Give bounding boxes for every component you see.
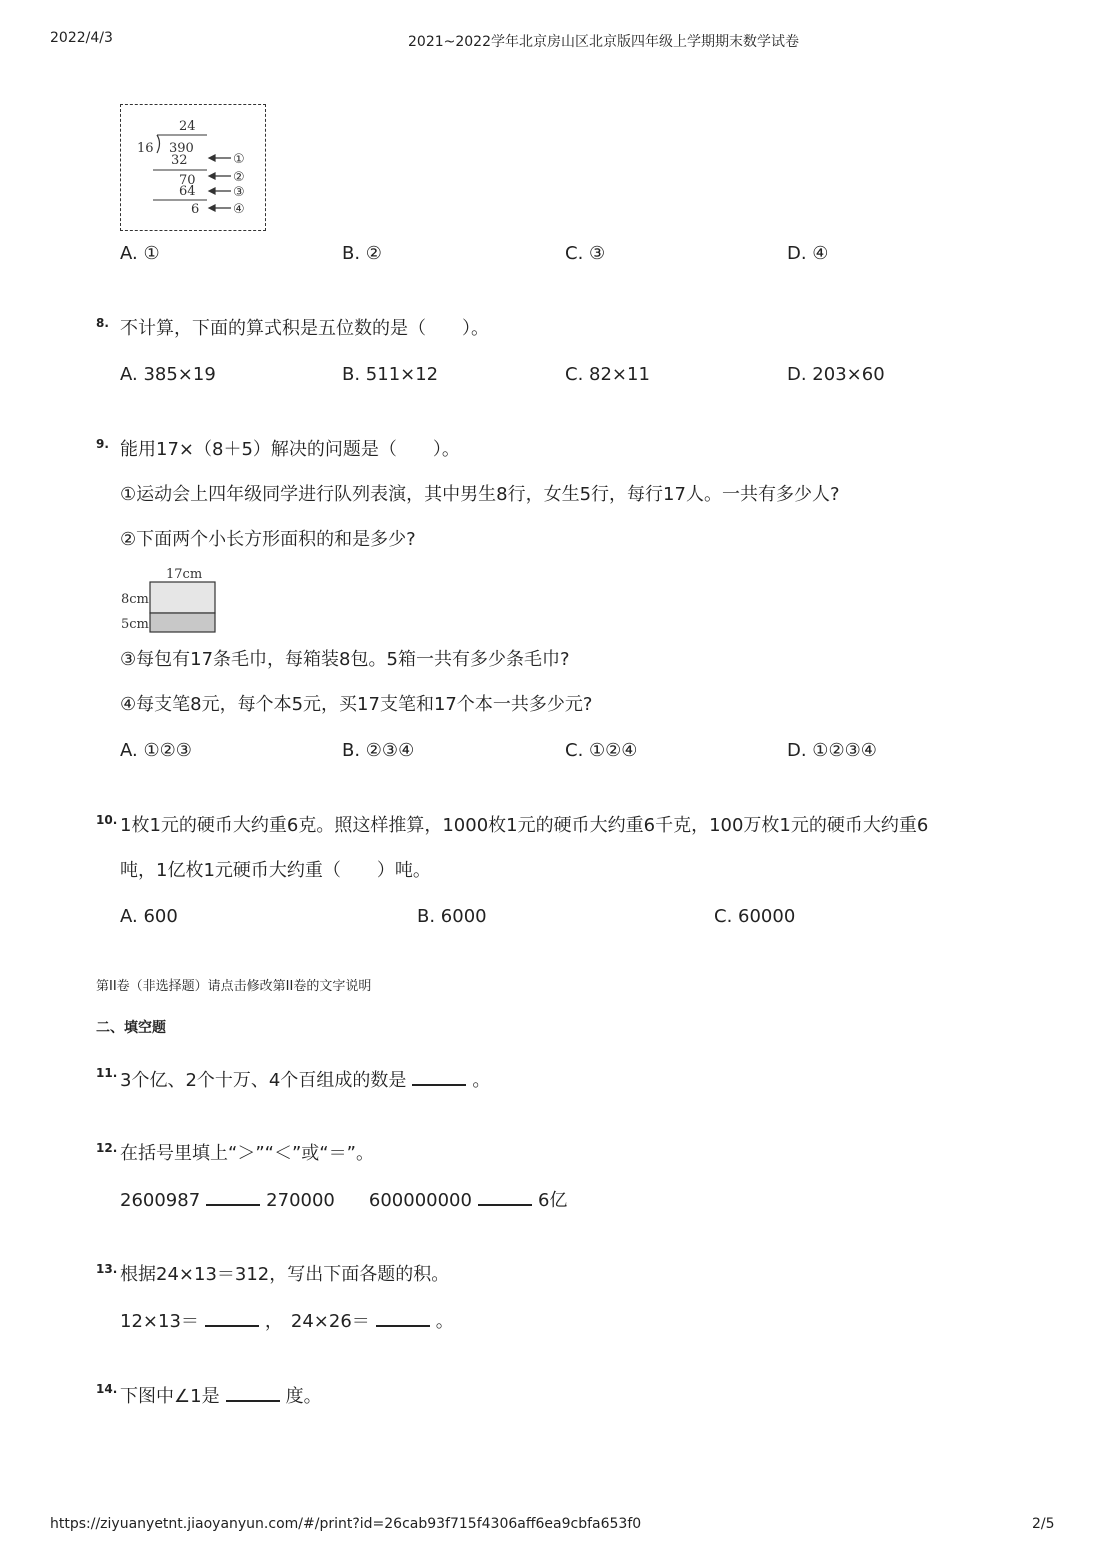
q10-option-c[interactable]: C. 60000 — [714, 906, 796, 927]
q10-number: 10. — [96, 813, 118, 827]
section-title: 二、填空题 — [96, 1020, 166, 1036]
q9-option-d[interactable]: D. ①②③④ — [787, 740, 877, 761]
q9-item-1: ①运动会上四年级同学进行队列表演，其中男生8行，女生5行，每行17人。一共有多少人? — [120, 484, 840, 505]
q9-rectangles-figure — [118, 565, 228, 635]
q12-compare-line — [120, 1188, 567, 1212]
marker-1: ① — [233, 152, 245, 167]
q8-number: 8. — [96, 316, 109, 330]
rect-8cm — [150, 582, 215, 613]
q10-text-line1: 1枚1元的硬币大约重6克。照这样推算，1000枚1元的硬币大约重6千克，100万枚1元的硬币大约重6 — [120, 815, 929, 836]
dividend: 390 — [169, 141, 194, 156]
step-4-value: 6 — [191, 202, 200, 217]
q8-option-d[interactable]: D. 203×60 — [787, 364, 885, 385]
q8-option-a[interactable]: A. 385×19 — [120, 364, 216, 385]
q12-a-left: 2600987 — [120, 1190, 201, 1211]
q7-option-a[interactable]: A. ① — [120, 243, 160, 264]
step-2-value: 70 — [179, 173, 196, 188]
q12-a-right: 270000 — [266, 1190, 335, 1211]
long-division-diagram — [121, 105, 265, 230]
q9-item-2: ②下面两个小长方形面积的和是多少? — [120, 529, 416, 550]
q9-number: 9. — [96, 437, 109, 451]
marker-3: ③ — [233, 185, 245, 200]
q12-b-left: 600000000 — [368, 1190, 472, 1211]
rect-5cm — [150, 613, 215, 632]
q9-item-4: ④每支笔8元，每个本5元，买17支笔和17个本一共多少元? — [120, 694, 593, 715]
section-note[interactable]: 第II卷（非选择题）请点击修改第II卷的文字说明 — [96, 979, 372, 994]
q7-option-b[interactable]: B. ② — [342, 243, 382, 264]
q13-blank-2[interactable] — [376, 1309, 430, 1327]
q9-rectangles-diagram — [118, 565, 228, 635]
q11-number: 11. — [96, 1066, 118, 1080]
q9-item-3: ③每包有17条毛巾，每箱装8包。5箱一共有多少条毛巾? — [120, 649, 570, 670]
q9-option-c[interactable]: C. ①②④ — [565, 740, 638, 761]
q7-option-c[interactable]: C. ③ — [565, 243, 606, 264]
q13-sep: ， — [264, 1311, 283, 1332]
document-title: 2021~2022学年北京房山区北京版四年级上学期期末数学试卷 — [408, 34, 799, 50]
q14-end: 度。 — [285, 1386, 322, 1407]
q8-text: 不计算，下面的算式积是五位数的是（ ）。 — [120, 318, 489, 339]
q7-option-d[interactable]: D. ④ — [787, 243, 829, 264]
q9-option-a[interactable]: A. ①②③ — [120, 740, 192, 761]
q13-expr-2: 24×26＝ — [290, 1311, 370, 1332]
q13-expr-1: 12×13＝ — [120, 1311, 199, 1332]
q10-option-a[interactable]: A. 600 — [120, 906, 178, 927]
divisor: 16 — [137, 141, 154, 156]
q11-line — [120, 1068, 490, 1092]
q12-number: 12. — [96, 1141, 118, 1155]
label-5cm: 5cm — [121, 617, 149, 632]
q14-text: 下图中∠1是 — [120, 1386, 220, 1407]
q13-number: 13. — [96, 1262, 118, 1276]
q13-end: 。 — [435, 1311, 454, 1332]
q13-expressions — [120, 1309, 454, 1333]
q8-option-c[interactable]: C. 82×11 — [565, 364, 650, 385]
q14-answer-blank[interactable] — [226, 1384, 280, 1402]
q9-option-b[interactable]: B. ②③④ — [342, 740, 415, 761]
q12-a-blank[interactable] — [206, 1188, 260, 1206]
q9-text: 能用17×（8＋5）解决的问题是（ ）。 — [120, 439, 460, 460]
q12-b-blank[interactable] — [478, 1188, 532, 1206]
q11-end: 。 — [472, 1070, 491, 1091]
q12-text: 在括号里填上“＞”“＜”或“＝”。 — [120, 1143, 374, 1164]
long-division-figure — [120, 104, 266, 231]
step-1-value: 32 — [171, 153, 188, 168]
q12-b-right: 6亿 — [537, 1190, 568, 1211]
q13-blank-1[interactable] — [205, 1309, 259, 1327]
q10-text-line2: 吨，1亿枚1元硬币大约重（ ）吨。 — [120, 860, 431, 881]
q11-text: 3个亿、2个十万、4个百组成的数是 — [120, 1070, 407, 1091]
q14-line — [120, 1384, 322, 1408]
q14-number: 14. — [96, 1382, 118, 1396]
q11-answer-blank[interactable] — [412, 1068, 466, 1086]
step-3-value: 64 — [179, 184, 196, 199]
footer-url[interactable]: https://ziyuanyetnt.jiaoyanyun.com/#/print?id=26cab93f715f4306aff6ea9cbfa653f0 — [50, 1516, 642, 1532]
q13-text: 根据24×13＝312，写出下面各题的积。 — [120, 1264, 450, 1285]
page-number: 2/5 — [1032, 1516, 1055, 1532]
quotient: 24 — [179, 119, 196, 134]
q8-option-b[interactable]: B. 511×12 — [342, 364, 439, 385]
marker-4: ④ — [233, 202, 245, 217]
label-8cm: 8cm — [121, 592, 149, 607]
label-17cm: 17cm — [166, 567, 203, 582]
q10-option-b[interactable]: B. 6000 — [417, 906, 487, 927]
marker-2: ② — [233, 170, 245, 185]
print-date: 2022/4/3 — [50, 30, 113, 46]
